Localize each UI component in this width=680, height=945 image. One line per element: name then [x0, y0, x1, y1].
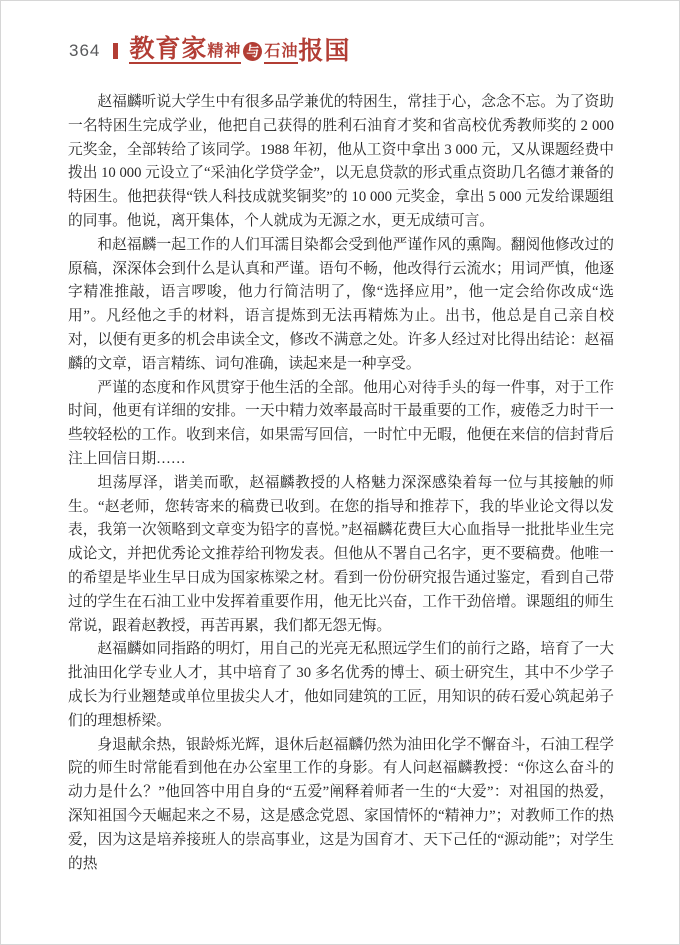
body-text [68, 91, 614, 876]
chapter-title-part-jiaoyujia: 教育家 [129, 36, 208, 63]
page-header [69, 37, 350, 64]
paragraph-6: 身退献余热，银龄烁光辉，退休后赵福麟仍然为油田化学不懈奋斗，石油工程学院的师生时常能看到他在办公室里工作的身影。有人问赵福麟教授：“你这么奋斗的动力是什么？”他回答中用自身的“五爱”阐释着师者一生的“大爱”：对祖国的热爱，深知祖国今天崛起来之不易，这是感念党恩、家国情怀的“精神力”；对教师工作的热爱，因为这是培养接班人的崇高事业，这是为国育才、天下己任的“源动能”；对学生的热 [68, 736, 614, 872]
chapter-title-part-baoguo: 报国 [298, 38, 351, 65]
paragraph-3: 严谨的态度和作风贯穿于他生活的全部。他用心对待手头的每一件事，对于工作时间，他更有详细的安排。一天中精力效率最高时干最重要的工作，疲倦乏力时干一些较轻松的工作。收到来信，如果需写回信，一时忙中无暇，他便在来信的信封背后注上回信日期…… [68, 379, 614, 467]
paragraph-1: 赵福麟听说大学生中有很多品学兼优的特困生，常挂于心，念念不忘。为了资助一名特困生完成学业，他把自己获得的胜利石油育才奖和省高校优秀教师奖的 2 000 元奖金，全部转给了该同学。1988 年初，他从工资中拿出 3 000 元，又从课题经费中拨出 10 000 元设立了“采油化学贷学金”，以无息贷款的形式重点资助几名德才兼备的特困生。他把获得“铁人科技成就奖铜奖”的 10 000 元奖金，拿出 5 000 元发给课题组的同事。他说，离开集体，个人就成为无源之水，更无成绩可言。 [68, 94, 614, 229]
chapter-title-part-shiyou: 石油 [264, 44, 298, 64]
paragraph-5: 赵福麟如同指路的明灯，用自己的光亮无私照远学生们的前行之路，培育了一大批油田化学专业人才，其中培育了 30 多名优秀的博士、硕士研究生，其中不少学子成长为行业翘楚或单位里拔尖人才，他如同建筑的工匠，用知识的砖石爱心筑起弟子们的理想桥梁。 [68, 641, 614, 729]
chapter-title-part-jingshen: 精神 [207, 44, 241, 64]
header-divider-bar [113, 43, 118, 59]
chapter-title-logo [129, 37, 350, 64]
yu-circle-badge: 与 [243, 42, 262, 61]
paragraph-4: 坦荡厚泽，谐美而歌，赵福麟教授的人格魅力深深感染着每一位与其接触的师生。“赵老师，您转寄来的稿费已收到。在您的指导和推荐下，我的毕业论文得以发表，我第一次领略到文章变为铅字的喜悦。”赵福麟花费巨大心血指导一批批毕业生完成论文，并把优秀论文推荐给刊物发表。但他从不署自己名字，更不要稿费。他唯一的希望是毕业生早日成为国家栋梁之材。看到一份份研究报告通过鉴定，看到自己带过的学生在石油工业中发挥着重要作用，他无比兴奋，工作干劲倍增。课题组的师生常说，跟着赵教授，再苦再累，我们都无怨无悔。 [68, 474, 614, 634]
paragraph-2: 和赵福麟一起工作的人们耳濡目染都会受到他严谨作风的熏陶。翻阅他修改过的原稿，深深体会到什么是认真和严谨。语句不畅，他改得行云流水；用词严慎，他逐字精准推敲，语言啰唆，他力行简洁明了，像“选择应用”，他一定会给你改成“选用”。凡经他之手的材料，语言提炼到无法再精炼为止。出书，他总是自己亲自校对，以便有更多的机会串读全文，修改不满意之处。许多人经过对比得出结论：赵福麟的文章，语言精练、词句准确，读起来是一种享受。 [68, 236, 614, 372]
page-number: 364 [69, 40, 101, 60]
